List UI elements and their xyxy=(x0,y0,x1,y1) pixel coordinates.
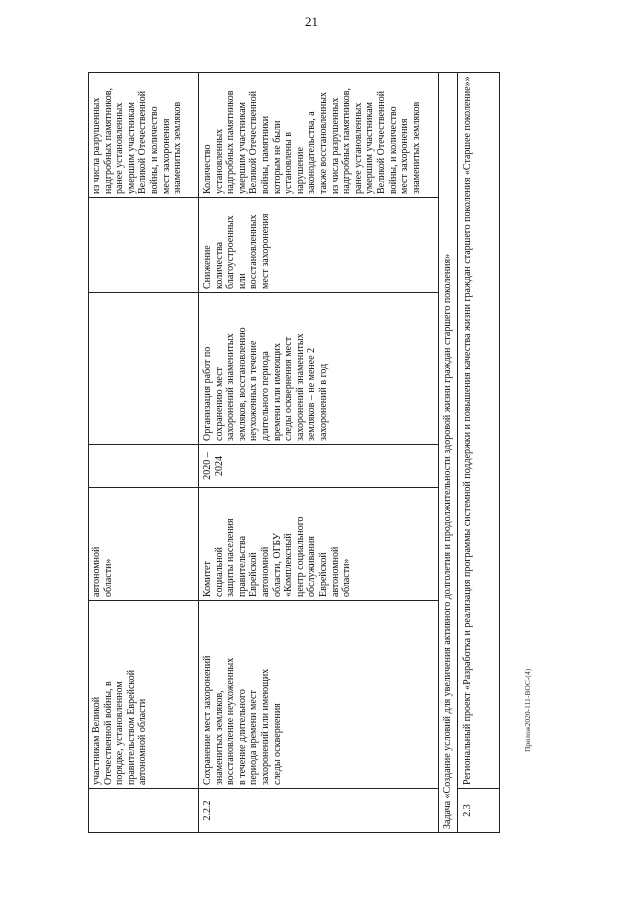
cell-text-line: захоронений знаменитых xyxy=(294,333,306,441)
cell-text-line: земляков, восстановлению xyxy=(236,327,248,441)
cell-text-line: умершим участникам xyxy=(364,102,376,194)
row-number-cell: 2.2.2 xyxy=(199,789,439,833)
cell-text-line: установленных xyxy=(213,128,225,194)
cell-text-line: умершим участникам xyxy=(236,102,248,194)
cell-text-line: которым не были xyxy=(271,120,283,194)
executor-cell xyxy=(89,488,199,601)
content-cell xyxy=(89,293,199,445)
cell-text-line: мест захоронения xyxy=(259,213,271,289)
cell-text-line: надгробных памятников xyxy=(225,90,237,194)
cell-text-line: Отечественной войны, в xyxy=(102,681,114,785)
cell-text-line: войны, и количество xyxy=(148,106,160,194)
cell-text-line: установлены в xyxy=(283,131,295,194)
cell-text-line: сохранению мест xyxy=(213,367,225,441)
cell-text-line: знаменитых земляков xyxy=(172,101,184,194)
cell-text-line: знаменитых земляков xyxy=(410,101,422,194)
cell-text-line: правительства xyxy=(236,535,248,597)
cell-text-line: из числа разрушенных xyxy=(91,97,102,194)
cell-text-line: следы осквернения xyxy=(271,703,283,785)
cell-text-line: войны, и количество xyxy=(387,106,399,194)
cell-text-line: захоронений знаменитых xyxy=(225,333,237,441)
cell-text-line: Сохранение мест захоронений xyxy=(202,655,213,785)
risk-cell xyxy=(89,198,199,293)
cell-text-line: также восстановленных xyxy=(317,91,329,194)
cell-text-line: умершим участникам xyxy=(125,102,137,194)
cell-text-line: обслуживания xyxy=(306,536,318,597)
cell-text-line: «Комплексный xyxy=(283,533,295,597)
cell-text-line: автономной xyxy=(91,546,102,597)
period-cell xyxy=(89,445,199,488)
cell-text-line: восстановленных xyxy=(248,214,260,289)
cell-text-line: ранее установленных xyxy=(352,102,364,194)
table-row-2-2-2 xyxy=(199,73,439,833)
cell-text-line: участникам Великой xyxy=(91,696,102,785)
risk-cell xyxy=(199,198,439,293)
cell-text-line: социальной xyxy=(213,547,225,597)
cell-text-line: времени или имеющих xyxy=(271,343,283,441)
cell-text-line: Великой Отечественной xyxy=(248,90,260,194)
cell-text-line: надгробных памятников, xyxy=(341,87,353,194)
cell-text-line: области» xyxy=(341,558,353,597)
cell-text-line: Снижение xyxy=(202,245,213,289)
cell-text-line: периода времени мест xyxy=(248,690,260,785)
cell-text-line: области» xyxy=(102,558,114,597)
cell-text-line: Еврейской xyxy=(248,552,260,597)
cell-text-line: порядке, установленном xyxy=(114,681,126,785)
period-cell xyxy=(199,445,439,488)
cell-text-line: надгробных памятников, xyxy=(102,87,114,194)
cell-text-line: благоустроенных xyxy=(225,215,237,289)
document-code: Прилож2020-111-ВОС-(4) xyxy=(523,668,532,752)
row-number-cell xyxy=(89,789,199,833)
cell-text-line: мест захоронения xyxy=(160,118,172,194)
cell-text-line: автономной области xyxy=(137,698,149,785)
cell-text-line: центр социального xyxy=(294,516,306,597)
page-number: 21 xyxy=(305,14,318,29)
cell-text-line: Великой Отечественной xyxy=(137,90,149,194)
cell-text-line: Комитет xyxy=(202,561,213,597)
cell-text-line: захоронений или имеющих xyxy=(259,668,271,785)
cell-text-line: из числа разрушенных xyxy=(329,97,341,194)
content-cell xyxy=(199,293,439,445)
cell-text-line: 2024 xyxy=(213,456,225,476)
executor-cell xyxy=(199,488,439,601)
cell-text-line: неухоженных в течение xyxy=(248,340,260,441)
cell-text-line: или xyxy=(236,273,248,289)
table-row-continuation xyxy=(89,73,199,833)
cell-text-line: правительством Еврейской xyxy=(125,669,137,785)
task-heading: Задача «Создание условий для увеличения активного долголетия и продолжительности здоровой жизни граждан старшего поколения» xyxy=(439,73,458,833)
cell-text-line: захоронений в год xyxy=(317,363,329,441)
measure-cell xyxy=(199,601,439,789)
cell-text-line: количества xyxy=(213,241,225,289)
result-cell xyxy=(89,73,199,198)
cell-text-line: области, ОГБУ xyxy=(271,533,283,597)
cell-text-line: автономной xyxy=(259,546,271,597)
cell-text-line: Еврейской xyxy=(317,552,329,597)
cell-text-line: в течение длительного xyxy=(236,689,248,785)
cell-text-line: войны, памятники xyxy=(259,115,271,194)
cell-text-line: следы осквернения мест xyxy=(283,336,295,441)
cell-text-line: автономной xyxy=(329,546,341,597)
cell-text-line: длительного периода xyxy=(259,351,271,441)
cell-text-line: законодательства, а xyxy=(306,111,318,194)
cell-text-line: Великой Отечественной xyxy=(375,90,387,194)
measure-cell xyxy=(89,601,199,789)
cell-text-line: 2020 – xyxy=(202,452,213,480)
rotated-table-container xyxy=(88,73,518,833)
measures-table xyxy=(88,72,500,833)
cell-text-line: знаменитых земляков, xyxy=(213,690,225,785)
cell-text-line: Организация работ по xyxy=(202,346,213,441)
row-number-cell: 2.3 xyxy=(457,789,499,833)
cell-text-line: Количество xyxy=(202,144,213,194)
cell-text-line: ранее установленных xyxy=(114,102,126,194)
cell-text-line: защиты населения xyxy=(225,518,237,597)
cell-text-line: земляков – не менее 2 xyxy=(306,347,318,441)
result-cell xyxy=(199,73,439,198)
cell-text-line: мест захоронения xyxy=(399,118,411,194)
task-row xyxy=(439,73,458,833)
cell-text-line: нарушение xyxy=(294,147,306,194)
project-title-cell: Региональный проект «Разработка и реализация программы системной поддержки и повышения качества жизни граждан старшего поколения «Старшее поколение»» xyxy=(457,73,499,789)
cell-text-line: восстановление неухоженных xyxy=(225,657,237,785)
table-row-2-3 xyxy=(457,73,499,833)
